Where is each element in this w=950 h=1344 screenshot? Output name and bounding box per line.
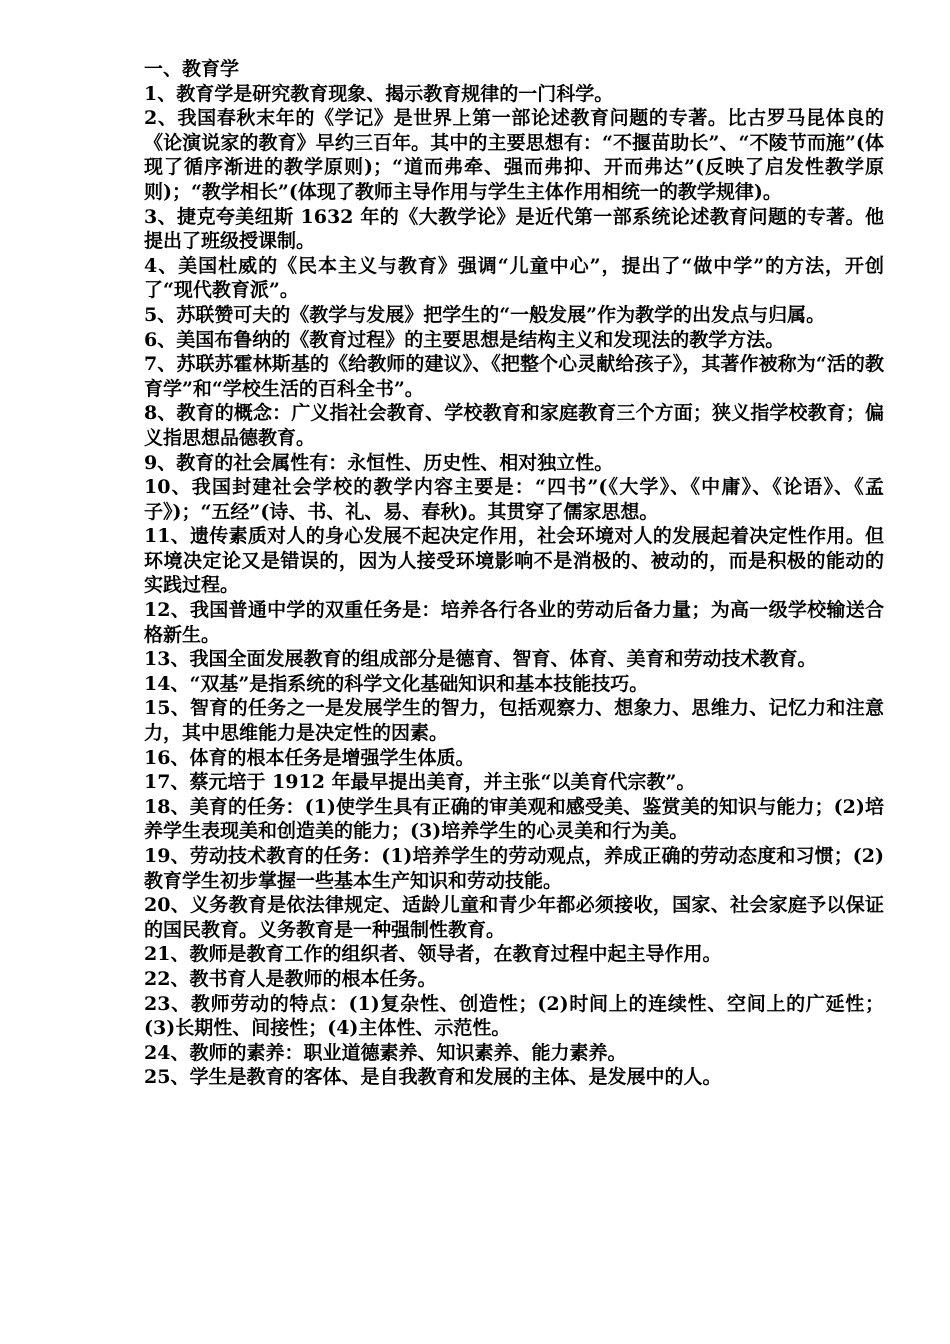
list-item: 6、美国布鲁纳的《教育过程》的主要思想是结构主义和发现法的教学方法。 <box>144 328 785 351</box>
document-page <box>144 57 884 1090</box>
list-item: 11、遗传素质对人的身心发展不起决定作用，社会环境对人的发展起着决定性作用。但环境决定论又是错误的，因为人接受环境影响不是消极的、被动的，而是积极的能动的实践过程。 <box>144 525 884 597</box>
list-item: 24、教师的素养：职业道德素养、知识素养、能力素养。 <box>144 1041 627 1064</box>
section-heading: 一、教育学 <box>144 58 240 80</box>
list-item: 10、我国封建社会学校的教学内容主要是：“四书”(《大学》、《中庸》、《论语》、《孟子》)；“五经”(诗、书、礼、易、春秋)。其贯穿了儒家思想。 <box>144 476 884 523</box>
list-item: 4、美国杜威的《民本主义与教育》强调“儿童中心”，提出了“做中学”的方法，开创了“现代教育派”。 <box>144 254 884 302</box>
list-item: 20、义务教育是依法律规定、适龄儿童和青少年都必须接收，国家、社会家庭予以保证的国民教育。义务教育是一种强制性教育。 <box>144 894 884 941</box>
list-item: 14、“双基”是指系统的科学文化基础知识和基本技能技巧。 <box>144 672 649 695</box>
list-item: 15、智育的任务之一是发展学生的智力，包括观察力、想象力、思维力、记忆力和注意力，其中思维能力是决定性的因素。 <box>144 697 884 745</box>
list-item: 22、教书育人是教师的根本任务。 <box>144 967 437 990</box>
list-item: 13、我国全面发展教育的组成部分是德育、智育、体育、美育和劳动技术教育。 <box>144 648 817 671</box>
list-item: 1、教育学是研究教育现象、揭示教育规律的一门科学。 <box>144 82 614 105</box>
list-item: 7、苏联苏霍林斯基的《给教师的建议》、《把整个心灵献给孩子》，其著作被称为“活的教育学”和“学校生活的百科全书”。 <box>144 353 884 400</box>
list-item: 2、我国春秋末年的《学记》是世界上第一部论述教育问题的专著。比古罗马昆体良的《论演说家的教育》早约三百年。其中的主要思想有：“不揠苗助长”、“不陵节而施”(体现了循序渐进的教学原则)；“道而弗牵、强而弗抑、开而弗达”(反映了启发性教学原则)；“教学相长”(体现了教师主导作用与学生主体作用相统一的教学规律)。 <box>144 107 884 203</box>
list-item: 8、教育的概念：广义指社会教育、学校教育和家庭教育三个方面；狭义指学校教育；偏义指思想品德教育。 <box>144 402 884 449</box>
list-item: 21、教师是教育工作的组织者、领导者，在教育过程中起主导作用。 <box>144 943 722 966</box>
list-item: 18、美育的任务：(1)使学生具有正确的审美观和感受美、鉴赏美的知识与能力；(2)培养学生表现美和创造美的能力；(3)培养学生的心灵美和行为美。 <box>144 795 884 843</box>
list-item: 9、教育的社会属性有：永恒性、历史性、相对独立性。 <box>144 451 614 474</box>
list-item: 19、劳动技术教育的任务：(1)培养学生的劳动观点，养成正确的劳动态度和习惯；(2)教育学生初步掌握一些基本生产知识和劳动技能。 <box>144 845 884 892</box>
list-item: 5、苏联赞可夫的《教学与发展》把学生的“一般发展”作为教学的出发点与归属。 <box>144 303 826 326</box>
list-item: 23、教师劳动的特点：(1)复杂性、创造性；(2)时间上的连续性、空间上的广延性；(3)长期性、间接性；(4)主体性、示范性。 <box>144 992 884 1040</box>
list-item: 3、捷克夸美纽斯 1632 年的《大教学论》是近代第一部系统论述教育问题的专著。他提出了班级授课制。 <box>144 205 884 253</box>
list-item: 12、我国普通中学的双重任务是：培养各行各业的劳动后备力量；为高一级学校输送合格新生。 <box>144 599 884 646</box>
list-item: 25、学生是教育的客体、是自我教育和发展的主体、是发展中的人。 <box>144 1066 722 1089</box>
list-item: 16、体育的根本任务是增强学生体质。 <box>144 746 475 769</box>
list-item: 17、蔡元培于 1912 年最早提出美育，并主张“以美育代宗教”。 <box>144 771 696 794</box>
